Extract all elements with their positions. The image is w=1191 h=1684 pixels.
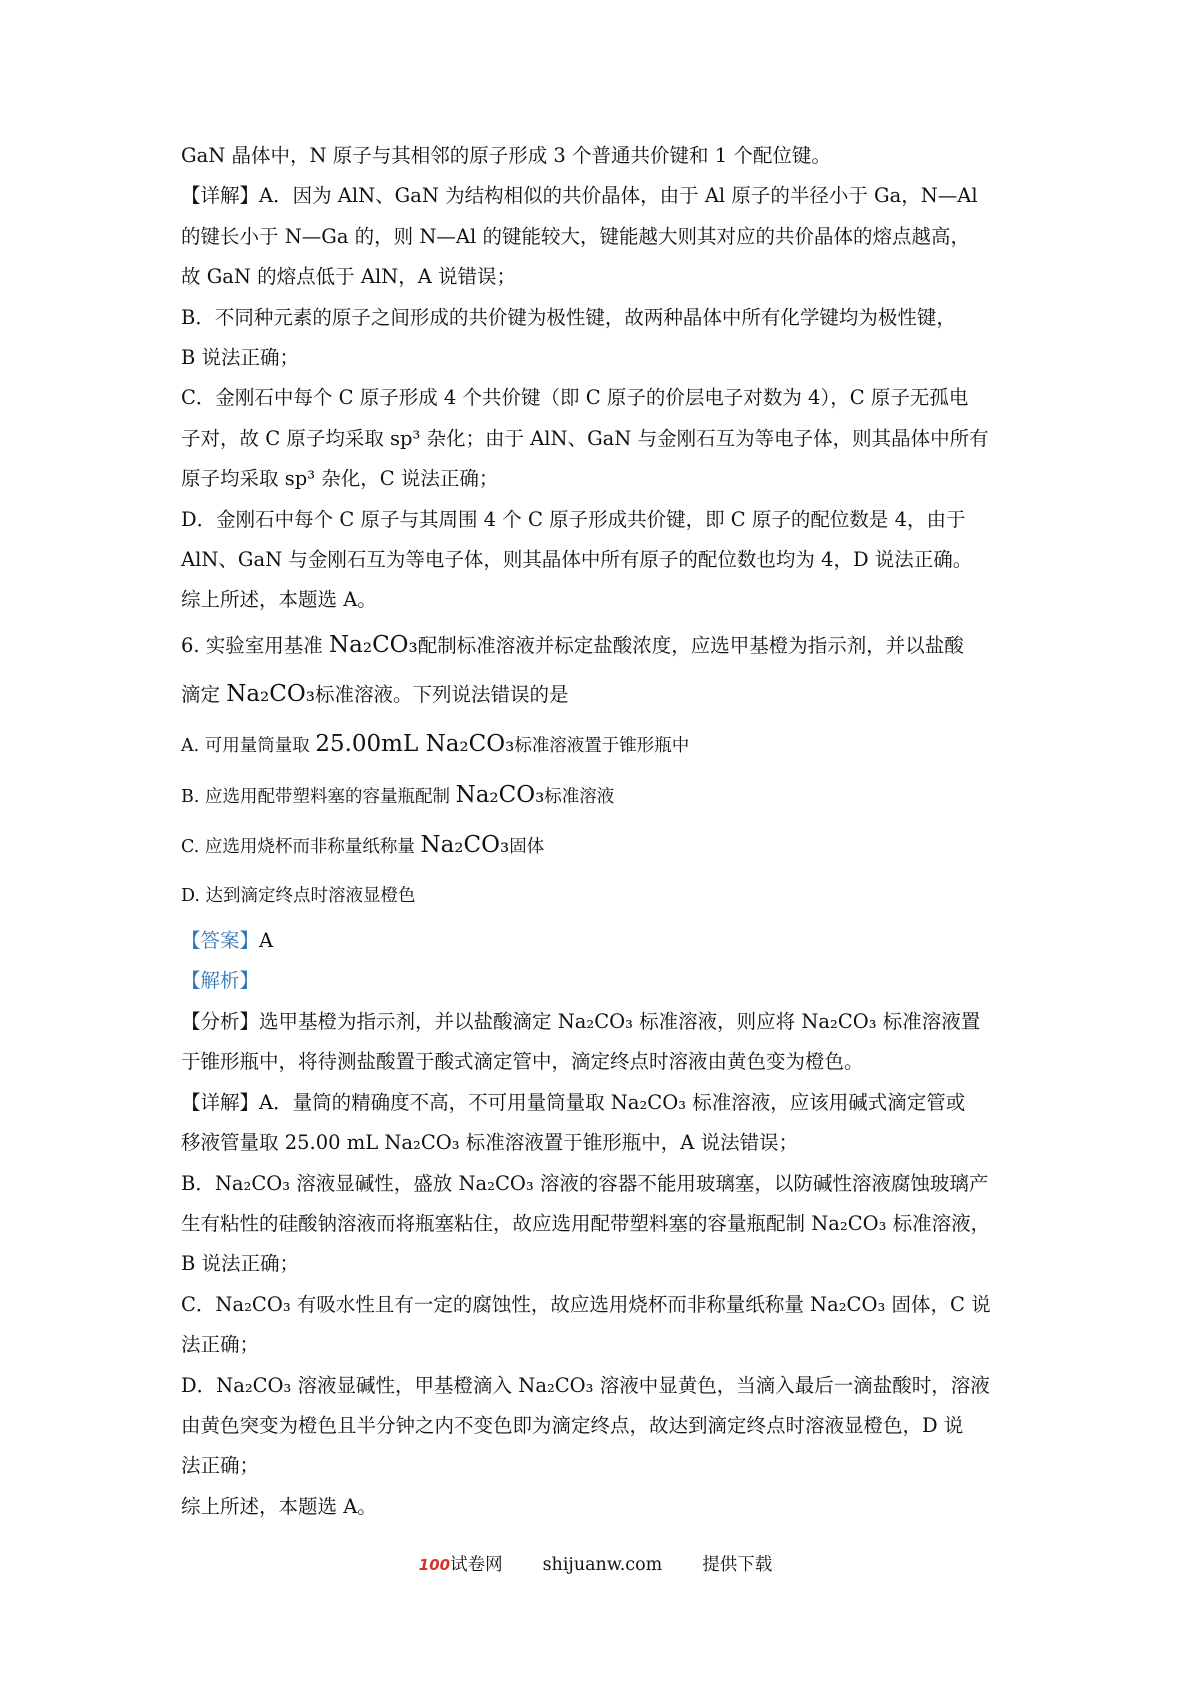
text-line: 综上所述，本题选 A。 — [181, 1494, 377, 1518]
document-body — [181, 136, 1021, 1527]
text-line: 由黄色突变为橙色且半分钟之内不变色即为滴定终点，故达到滴定终点时溶液显橙色，D 说 — [181, 1413, 964, 1437]
option-c: C. 应选用烧杯而非称量纸称量 Na₂CO₃固体 — [181, 832, 545, 859]
answer-tag: 【答案】 — [181, 929, 260, 953]
text-line: 子对，故 C 原子均采取 sp³ 杂化；由于 AlN、GaN 与金刚石互为等电子体，则其晶体中所有 — [181, 426, 989, 450]
text-line: C．Na₂CO₃ 有吸水性且有一定的腐蚀性，故应选用烧杯而非称量纸称量 Na₂CO₃ 固体，C 说 — [181, 1292, 991, 1316]
text-line: 【详解】A．因为 AlN、GaN 为结构相似的共价晶体，由于 Al 原子的半径小于 Ga，N—Al — [181, 184, 978, 208]
text-line: 生有粘性的硅酸钠溶液而将瓶塞粘住，故应选用配带塑料塞的容量瓶配制 Na₂CO₃ 标准溶液， — [181, 1211, 991, 1235]
text-line: B．Na₂CO₃ 溶液显碱性，盛放 Na₂CO₃ 溶液的容器不能用玻璃塞，以防碱性溶液腐蚀玻璃产 — [181, 1171, 989, 1195]
formula: Na₂CO₃ — [226, 681, 315, 708]
text-line: 【分析】选甲基橙为指示剂，并以盐酸滴定 Na₂CO₃ 标准溶液，则应将 Na₂CO₃ 标准溶液置 — [181, 1009, 981, 1033]
formula: Na₂CO₃ — [455, 781, 545, 808]
text-line: B 说法正确； — [181, 346, 300, 370]
option-a: A. 可用量筒量取 25.00mL Na₂CO₃标准溶液置于锥形瓶中 — [181, 730, 690, 757]
text-line: D．Na₂CO₃ 溶液显碱性，甲基橙滴入 Na₂CO₃ 溶液中显黄色，当滴入最后一滴盐酸时，溶液 — [181, 1373, 990, 1397]
question-line-1: 6. 实验室用基准 Na₂CO₃配制标准溶液并标定盐酸浓度，应选甲基橙为指示剂，并以盐酸 — [181, 631, 964, 658]
text-line: 原子均采取 sp³ 杂化，C 说法正确； — [181, 467, 499, 491]
text-line: 【详解】A．量筒的精确度不高，不可用量筒量取 Na₂CO₃ 标准溶液，应该用碱式滴定管或 — [181, 1090, 966, 1114]
site-url: shijuanw.com — [542, 1555, 663, 1575]
text-line: D．金刚石中每个 C 原子与其周围 4 个 C 原子形成共价键，即 C 原子的配位数是 4，由于 — [181, 507, 966, 531]
analysis-tag: 【解析】 — [181, 969, 260, 993]
text-line: B．不同种元素的原子之间形成的共价键为极性键，故两种晶体中所有化学键均为极性键， — [181, 305, 956, 329]
page-footer — [0, 1545, 1191, 1585]
text-line: 法正确； — [181, 1454, 260, 1478]
answer-value: A — [259, 929, 274, 953]
site-name: 试卷网 — [450, 1555, 503, 1575]
footer-note: 提供下载 — [702, 1555, 773, 1575]
text-line: GaN 晶体中，N 原子与其相邻的原子形成 3 个普通共价键和 1 个配位键。 — [181, 144, 831, 167]
option-d: D. 达到滴定终点时溶液显橙色 — [181, 886, 416, 907]
option-b: B. 应选用配带塑料塞的容量瓶配制 Na₂CO₃标准溶液 — [181, 781, 615, 808]
text-line: 法正确； — [181, 1333, 260, 1357]
text-line: 于锥形瓶中，将待测盐酸置于酸式滴定管中，滴定终点时溶液由黄色变为橙色。 — [181, 1050, 864, 1074]
text-line: 综上所述，本题选 A。 — [181, 588, 377, 612]
text-line: AlN、GaN 与金刚石互为等电子体，则其晶体中所有原子的配位数也均为 4，D 说法正确。 — [181, 548, 973, 572]
text-line: 移液管量取 25.00 mL Na₂CO₃ 标准溶液置于锥形瓶中，A 说法错误； — [181, 1131, 799, 1155]
site-logo: 100 — [418, 1556, 451, 1574]
question-line-2: 滴定 Na₂CO₃标准溶液。下列说法错误的是 — [181, 681, 569, 708]
formula: Na₂CO₃ — [329, 631, 418, 658]
text-line: C．金刚石中每个 C 原子形成 4 个共价键（即 C 原子的价层电子对数为 4），C 原子无孤电 — [181, 386, 969, 410]
text-line: B 说法正确； — [181, 1252, 300, 1276]
answer-line — [181, 921, 1021, 961]
text-line: 故 GaN 的熔点低于 AlN，A 说错误； — [181, 265, 517, 289]
text-line: 的键长小于 N—Ga 的，则 N—Al 的键能较大，键能越大则其对应的共价晶体的熔点越高， — [181, 224, 970, 248]
formula: 25.00mL Na₂CO₃ — [315, 730, 515, 757]
formula: Na₂CO₃ — [420, 832, 510, 859]
